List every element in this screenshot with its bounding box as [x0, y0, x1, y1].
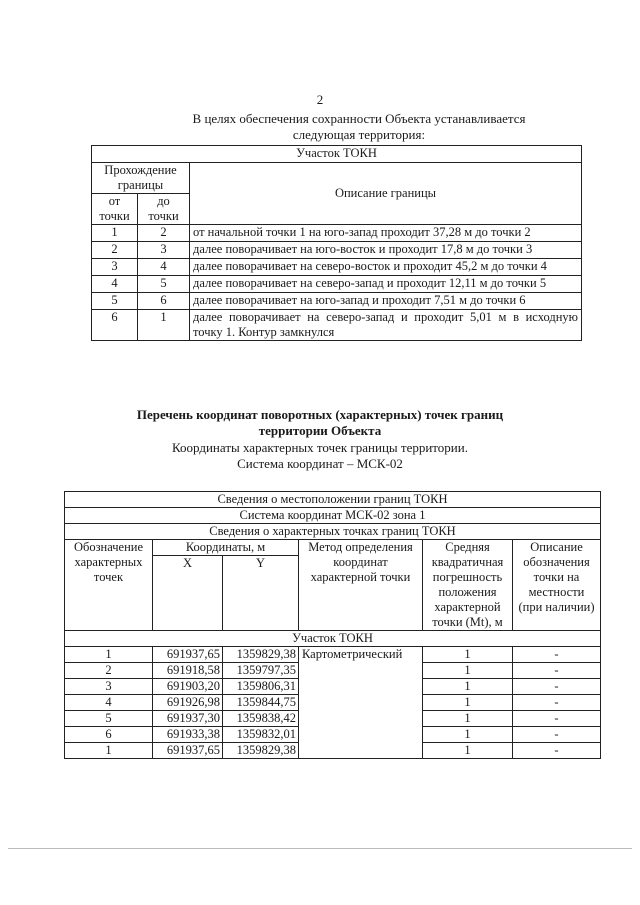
boundary-desc-cell: далее поворачивает на северо-восток и проходит 45,2 м до точки 4 — [190, 259, 582, 276]
col-to-header: до точки — [138, 194, 190, 225]
boundary-to-cell: 2 — [138, 225, 190, 242]
boundary-to-cell: 1 — [138, 310, 190, 341]
x-coordinate-cell: 691903,20 — [153, 679, 223, 695]
coordinates-subheading — [0, 440, 640, 472]
y-coordinate-cell: 1359829,38 — [223, 743, 299, 759]
page-bottom-line — [8, 848, 632, 849]
col-designation-header: Обозначение характерных точек — [65, 540, 153, 631]
x-coordinate-cell: 691937,65 — [153, 647, 223, 663]
boundary-from-cell: 2 — [92, 242, 138, 259]
boundary-description-table — [91, 145, 582, 341]
boundary-to-cell: 3 — [138, 242, 190, 259]
point-id-cell: 2 — [65, 663, 153, 679]
point-id-cell: 5 — [65, 711, 153, 727]
boundary-row — [92, 242, 582, 259]
point-id-cell: 4 — [65, 695, 153, 711]
point-id-cell: 6 — [65, 727, 153, 743]
point-description-cell: - — [513, 679, 601, 695]
point-id-cell: 3 — [65, 679, 153, 695]
boundary-desc-cell: далее поворачивает на северо-запад и проходит 5,01 м в исходную точку 1. Контур замкнулся — [190, 310, 582, 341]
boundary-row — [92, 293, 582, 310]
boundary-from-cell: 4 — [92, 276, 138, 293]
x-coordinate-cell: 691926,98 — [153, 695, 223, 711]
col-y-header: Y — [223, 556, 299, 631]
boundary-row — [92, 259, 582, 276]
col-from-header: от точки — [92, 194, 138, 225]
boundary-desc-cell: далее поворачивает на юго-восток и проходит 17,8 м до точки 3 — [190, 242, 582, 259]
error-cell: 1 — [423, 711, 513, 727]
table1-title: Участок ТОКН — [92, 146, 582, 163]
x-coordinate-cell: 691937,30 — [153, 711, 223, 727]
boundary-row — [92, 225, 582, 242]
col-coords-header: Координаты, м — [153, 540, 299, 556]
col-description-header: Описание обозначения точки на местности (при наличии) — [513, 540, 601, 631]
section-label: Участок ТОКН — [65, 631, 601, 647]
boundary-row — [92, 276, 582, 293]
x-coordinate-cell: 691933,38 — [153, 727, 223, 743]
error-cell: 1 — [423, 727, 513, 743]
intro-text — [178, 111, 540, 143]
boundary-desc-cell: далее поворачивает на северо-запад и проходит 12,11 м до точки 5 — [190, 276, 582, 293]
col-desc-header: Описание границы — [190, 163, 582, 225]
point-description-cell: - — [513, 663, 601, 679]
table2-title-3: Сведения о характерных точках границ ТОКН — [65, 524, 601, 540]
intro-line-2: следующая территория: — [292, 127, 426, 142]
method-cell: Картометрический — [299, 647, 423, 759]
point-description-cell: - — [513, 727, 601, 743]
boundary-from-cell: 5 — [92, 293, 138, 310]
table2-title-2: Система координат МСК-02 зона 1 — [65, 508, 601, 524]
point-description-cell: - — [513, 695, 601, 711]
col-passage-header: Прохождение границы — [92, 163, 190, 194]
point-id-cell: 1 — [65, 743, 153, 759]
error-cell: 1 — [423, 695, 513, 711]
point-description-cell: - — [513, 743, 601, 759]
boundary-to-cell: 4 — [138, 259, 190, 276]
col-error-header: Средняя квадратичная погрешность положения характерной точки (Mt), м — [423, 540, 513, 631]
x-coordinate-cell: 691918,58 — [153, 663, 223, 679]
boundary-row — [92, 310, 582, 341]
boundary-desc-cell: от начальной точки 1 на юго-запад проходит 37,28 м до точки 2 — [190, 225, 582, 242]
boundary-to-cell: 5 — [138, 276, 190, 293]
coordinates-table — [64, 491, 601, 759]
y-coordinate-cell: 1359806,31 — [223, 679, 299, 695]
error-cell: 1 — [423, 679, 513, 695]
boundary-from-cell: 6 — [92, 310, 138, 341]
heading-bold-2: территории Объекта — [258, 423, 382, 438]
col-x-header: X — [153, 556, 223, 631]
y-coordinate-cell: 1359797,35 — [223, 663, 299, 679]
y-coordinate-cell: 1359829,38 — [223, 647, 299, 663]
y-coordinate-cell: 1359838,42 — [223, 711, 299, 727]
boundary-to-cell: 6 — [138, 293, 190, 310]
boundary-from-cell: 1 — [92, 225, 138, 242]
page-number: 2 — [316, 92, 324, 107]
y-coordinate-cell: 1359832,01 — [223, 727, 299, 743]
y-coordinate-cell: 1359844,75 — [223, 695, 299, 711]
table2-title-1: Сведения о местоположении границ ТОКН — [65, 492, 601, 508]
heading-line-3: Координаты характерных точек границы территории. — [172, 440, 468, 455]
col-method-header: Метод определения координат характерной точки — [299, 540, 423, 631]
error-cell: 1 — [423, 663, 513, 679]
heading-line-4: Система координат – МСК-02 — [237, 456, 403, 471]
boundary-from-cell: 3 — [92, 259, 138, 276]
coordinate-row — [65, 647, 601, 663]
point-id-cell: 1 — [65, 647, 153, 663]
error-cell: 1 — [423, 743, 513, 759]
point-description-cell: - — [513, 647, 601, 663]
intro-line-1: В целях обеспечения сохранности Объекта устанавливается — [192, 111, 526, 126]
heading-bold-1: Перечень координат поворотных (характерных) точек границ — [136, 407, 504, 422]
boundary-desc-cell: далее поворачивает на юго-запад и проходит 7,51 м до точки 6 — [190, 293, 582, 310]
coordinates-heading — [0, 407, 640, 439]
error-cell: 1 — [423, 647, 513, 663]
x-coordinate-cell: 691937,65 — [153, 743, 223, 759]
point-description-cell: - — [513, 711, 601, 727]
